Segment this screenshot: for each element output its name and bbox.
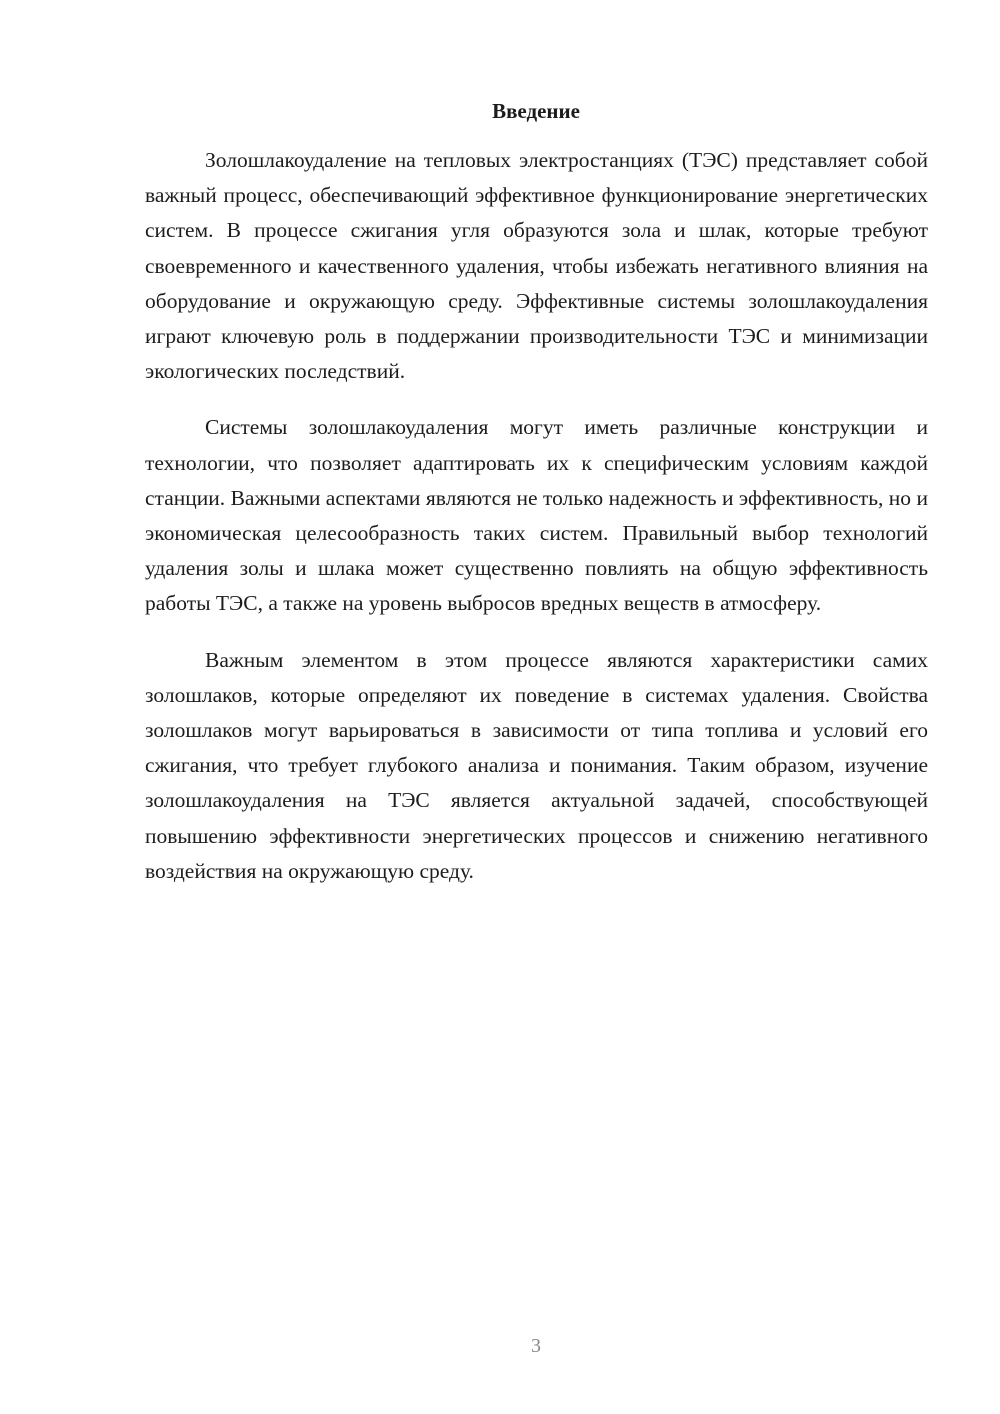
section-heading: Введение — [492, 99, 580, 123]
body-text — [145, 143, 928, 889]
page-number: 3 — [531, 1335, 541, 1357]
paragraph-1: Золошлакоудаление на тепловых электростанциях (ТЭС) представляет собой важный процесс, обеспечивающий эффективное функционирование энергетических систем. В процессе сжигания угля образуются зола и шлак, которые требуют своевременного и качественного удаления, чтобы избежать негативного влияния на оборудование и окружающую среду. Эффективные системы золошлакоудаления играют ключевую роль в поддержании производительности ТЭС и минимизации экологических последствий. — [145, 148, 928, 384]
paragraph-3: Важным элементом в этом процессе являются характеристики самих золошлаков, которые определяют их поведение в системах удаления. Свойства золошлаков могут варьироваться в зависимости от типа топлива и условий его сжигания, что требует глубокого анализа и понимания. Таким образом, изучение золошлакоудаления на ТЭС является актуальной задачей, способствующей повышению эффективности энергетических процессов и снижению негативного воздействия на окружающую среду. — [145, 647, 928, 883]
paragraph-2: Системы золошлакоудаления могут иметь различные конструкции и технологии, что позволяет адаптировать их к специфическим условиям каждой станции. Важными аспектами являются не только надежность и эффективность, но и экономическая целесообразность таких систем. Правильный выбор технологий удаления золы и шлака может существенно повлиять на общую эффективность работы ТЭС, а также на уровень выбросов вредных веществ в атмосферу. — [145, 415, 928, 616]
